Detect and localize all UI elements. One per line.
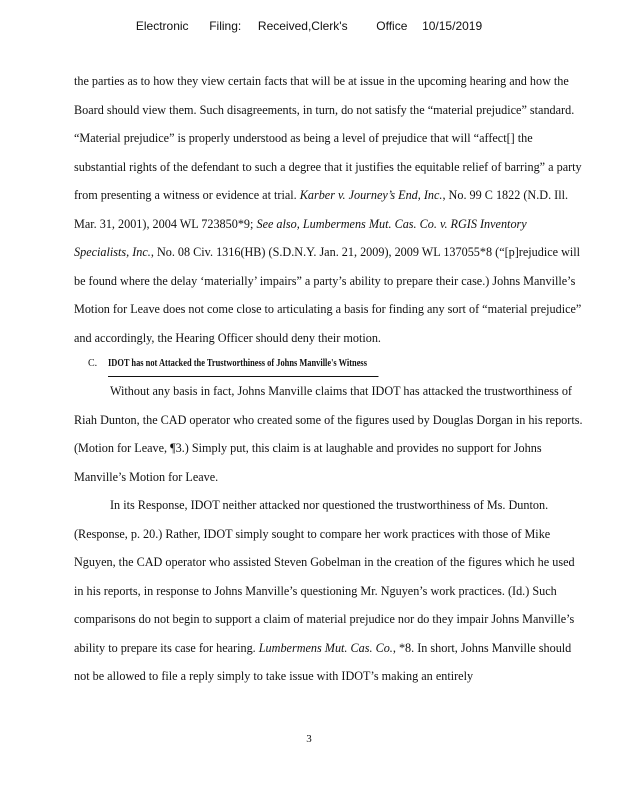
case-citation-lumbermens-short: Lumbermens Mut. Cas. Co. — [258, 640, 393, 655]
paragraph-trustworthiness: Without any basis in fact, Johns Manville claims that IDOT has attacked the trustworthiness of Riah Dunton, the CAD operator who created some of the figures used by Douglas Dorgan in his reports. (Motion for Leave, ¶3.) Simply put, this claim is at laughable and provides no support for Johns Manville’s Motion for Leave. — [74, 384, 583, 484]
case-citation-karber: Karber v. Journey’s End, Inc. — [299, 188, 443, 202]
paragraph-material-prejudice — [74, 67, 584, 352]
page-number: 3 — [306, 733, 312, 745]
p3-text-b: , *8. In short, Johns Manville should not be allowed to file a reply simply to take issue with IDOT’s making an entirely — [74, 640, 572, 683]
header-date: 10/15/2019 — [422, 19, 483, 33]
header-filing: Filing: — [209, 19, 242, 33]
p1-text-a: the parties as to how they view certain facts that will be at issue in the upcoming hearing and how the Board should view them. Such disagreements, in turn, do not satisfy the “material prejudice” standard. “Material prejudice” is properly understood as being a level of prejudice that will “affect[] the substantial rights of the defendant to such a degree that it justifies the equitable relief of barring” a party from presenting a witness or evidence at trial. — [74, 74, 582, 202]
header-received: Received,Clerk's — [257, 19, 348, 33]
header-office: Office — [376, 19, 408, 33]
document-body — [74, 67, 584, 691]
case-citation-lumbermens: See also, Lumbermens Mut. Cas. Co. v. RGIS Inventory Specialists, Inc. — [74, 216, 527, 259]
section-title: IDOT has not Attacked the Trustworthiness of Johns Manville's Witness — [108, 352, 379, 377]
p1-text-c: , No. 08 Civ. 1316(HB) (S.D.N.Y. Jan. 21, 2009), 2009 WL 137055*8 (“[p]rejudice will be found where the delay ‘materially’ impairs” a party’s ability to prepare their case.) Johns Manville’s Motion for Leave does not come close to articulating a basis for finding any sort of “material prejudice” and accordingly, the Hearing Officer should deny their motion. — [74, 245, 582, 345]
p1-text-b: , No. 99 C 1822 (N.D. Ill. Mar. 31, 2001), 2004 WL 723850*9; — [74, 188, 569, 231]
section-letter: C. — [88, 358, 98, 369]
header-electronic: Electronic — [135, 19, 189, 33]
paragraph-response — [74, 491, 584, 691]
p3-text-a: In its Response, IDOT neither attacked nor questioned the trustworthiness of Ms. Dunton. (Response, p. 20.) Rather, IDOT simply sought to compare her work practices with those of Mike Nguyen, the CAD operator who assisted Steven Gobelman in the creation of the figures which he used in his reports, in response to Johns Manville’s questioning Mr. Nguyen’s work practices. (Id.) Such comparisons do not begin to support a claim of material prejudice nor do they impair Johns Manville’s ability to prepare its case for hearing. — [74, 498, 575, 655]
filing-header — [0, 19, 618, 33]
section-heading — [74, 352, 584, 377]
